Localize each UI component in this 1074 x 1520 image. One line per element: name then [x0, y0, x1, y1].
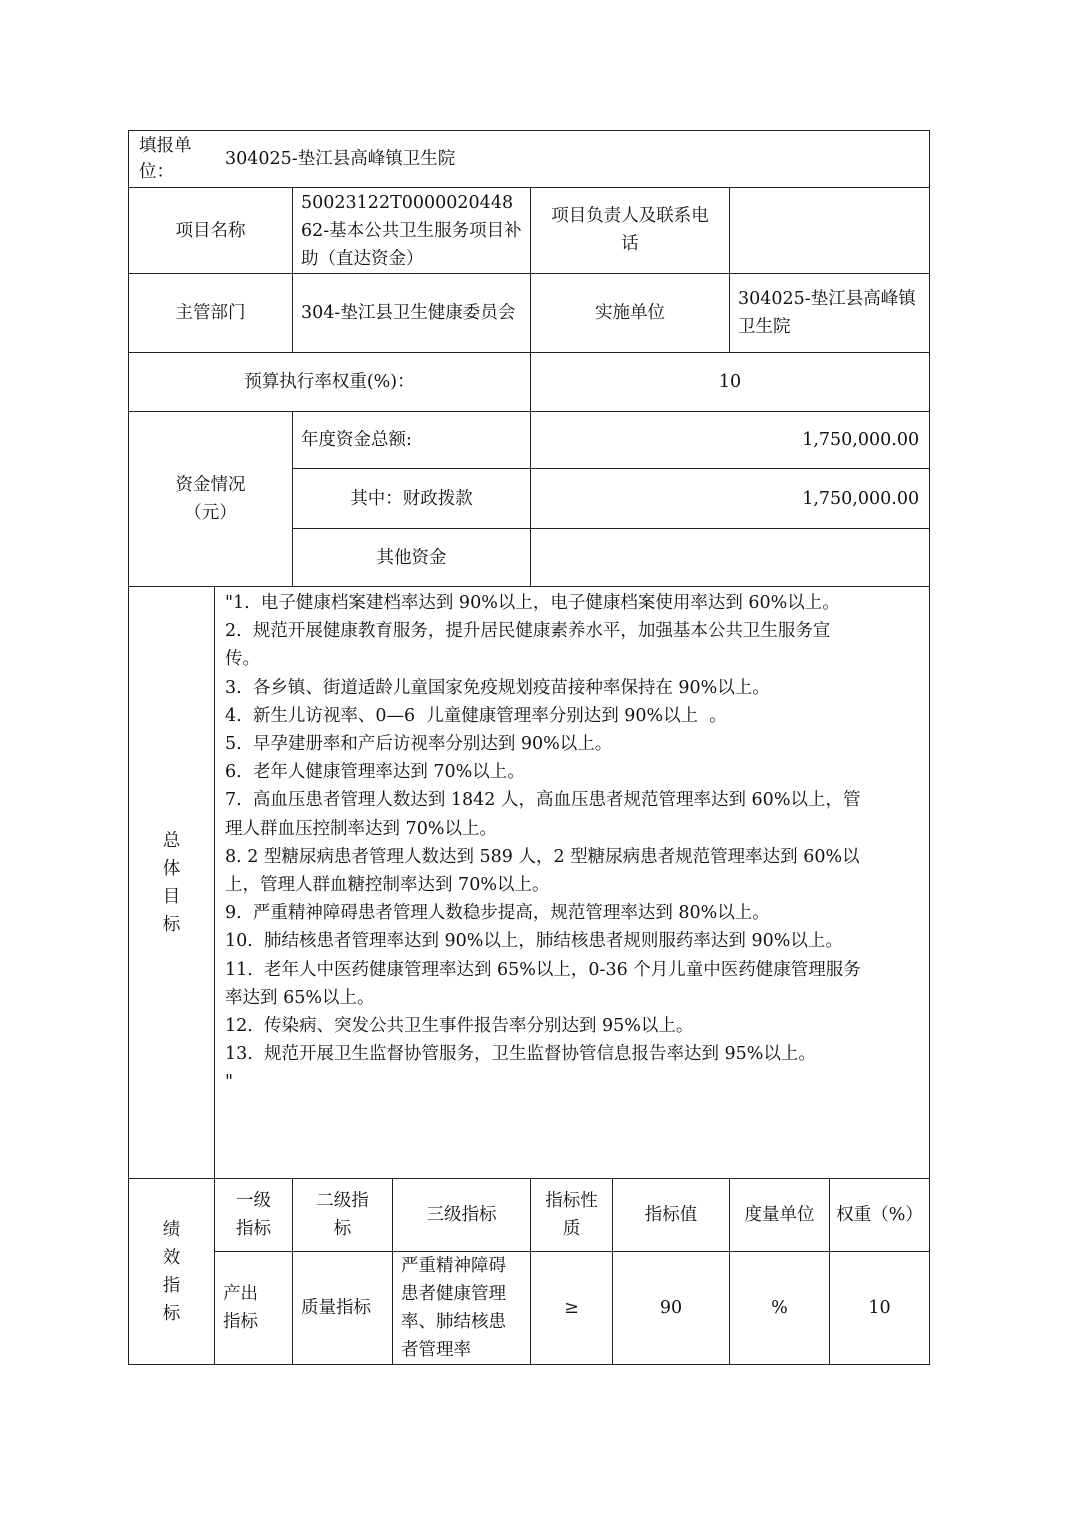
goal-line: 6. 老年人健康管理率达到 70%以上。: [225, 762, 525, 783]
funds-other-value: [531, 529, 930, 587]
report-unit-label: 填报单位：: [139, 136, 192, 182]
department-row: [129, 274, 930, 353]
budget-weight-label: 预算执行率权重(%)：: [129, 353, 531, 412]
goals-content: [215, 587, 930, 1179]
funds-fiscal-value: 1,750,000.00: [531, 469, 930, 529]
row-unit: %: [730, 1252, 830, 1365]
performance-row: [129, 1252, 930, 1365]
report-unit-value: 304025-垫江县高峰镇卫生院: [225, 149, 456, 169]
header-level1: 一级指标: [215, 1179, 293, 1252]
goal-line: 5. 早孕建册率和产后访视率分别达到 90%以上。: [225, 734, 613, 755]
funds-total-label: 年度资金总额:: [293, 412, 531, 469]
row-level3: 严重精神障碍患者健康管理率、肺结核患者管理率: [393, 1252, 531, 1365]
goal-line: 4. 新生儿访视率、0—6 儿童健康管理率分别达到 90%以上 。: [225, 705, 727, 726]
project-row: [129, 188, 930, 274]
row-nature: ≥: [531, 1252, 613, 1365]
performance-header-row: [129, 1179, 930, 1252]
goal-line: 10. 肺结核患者管理率达到 90%以上，肺结核患者规则服药率达到 90%以上。: [225, 931, 843, 952]
funds-fiscal-label: 其中：财政拨款: [293, 469, 531, 529]
goals-label: [129, 587, 215, 1179]
row-level1: 产出指标: [215, 1252, 293, 1365]
goal-line: 8. 2 型糖尿病患者管理人数达到 589 人，2 型糖尿病患者规范管理率达到 60%以: [225, 846, 860, 867]
goal-line: 3. 各乡镇、街道适龄儿童国家免疫规划疫苗接种率保持在 90%以上。: [225, 677, 770, 698]
goals-row: [129, 587, 930, 1179]
report-unit-row: [129, 131, 930, 188]
goal-line: "1. 电子健康档案建档率达到 90%以上，电子健康档案使用率达到 60%以上。: [225, 593, 840, 613]
project-contact-value: [730, 188, 930, 274]
goal-line: 传。: [225, 649, 260, 670]
header-level3: 三级指标: [393, 1179, 531, 1252]
row-weight: 10: [830, 1252, 930, 1365]
row-level2: 质量指标: [293, 1252, 393, 1365]
goal-line: 12. 传染病、突发公共卫生事件报告率分别达到 95%以上。: [225, 1016, 694, 1037]
row-value: 90: [613, 1252, 730, 1365]
department-value: 304-垫江县卫生健康委员会: [293, 274, 531, 353]
goal-line: 7. 高血压患者管理人数达到 1842 人，高血压患者规范管理率达到 60%以上，管: [225, 790, 861, 811]
funds-other-label: 其他资金: [293, 529, 531, 587]
budget-weight-value: 10: [531, 353, 930, 412]
implementation-unit-value: 304025-垫江县高峰镇卫生院: [730, 274, 930, 353]
goal-line: 13. 规范开展卫生监督协管服务，卫生监督协管信息报告率达到 95%以上。: [225, 1044, 816, 1065]
header-value: 指标值: [613, 1179, 730, 1252]
header-level2: 二级指标: [293, 1179, 393, 1252]
goals-label-text: 总体目标: [162, 830, 181, 935]
performance-label-text: 绩效指标: [162, 1219, 181, 1324]
implementation-unit-label: 实施单位: [531, 274, 730, 353]
project-contact-label: 项目负责人及联系电话: [531, 188, 730, 274]
department-label: 主管部门: [129, 274, 293, 353]
header-nature: 指标性质: [531, 1179, 613, 1252]
project-name-label: 项目名称: [129, 188, 293, 274]
header-weight: 权重（%）: [830, 1179, 930, 1252]
funds-label: [129, 412, 293, 587]
goal-line: 2. 规范开展健康教育服务，提升居民健康素养水平，加强基本公共卫生服务宣: [225, 621, 831, 642]
goal-line: 上，管理人群血糖控制率达到 70%以上。: [225, 875, 550, 896]
goal-line: 率达到 65%以上。: [225, 987, 375, 1008]
header-unit: 度量单位: [730, 1179, 830, 1252]
goal-line: ": [225, 1072, 234, 1093]
performance-label: [129, 1179, 215, 1365]
performance-target-form: [128, 130, 930, 1365]
funds-label-text: 资金情况（元）: [175, 475, 246, 523]
goal-line: 理人群血压控制率达到 70%以上。: [225, 818, 497, 839]
funds-total-row: [129, 412, 930, 469]
goals-list: [225, 589, 921, 1097]
budget-weight-row: [129, 353, 930, 412]
project-name-value: 50023122T000002044862-基本公共卫生服务项目补助（直达资金）: [293, 188, 531, 274]
goal-line: 9. 严重精神障碍患者管理人数稳步提高，规范管理率达到 80%以上。: [225, 903, 770, 924]
funds-total-value: 1,750,000.00: [531, 412, 930, 469]
goal-line: 11. 老年人中医药健康管理率达到 65%以上，0-36 个月儿童中医药健康管理服务: [225, 959, 861, 980]
